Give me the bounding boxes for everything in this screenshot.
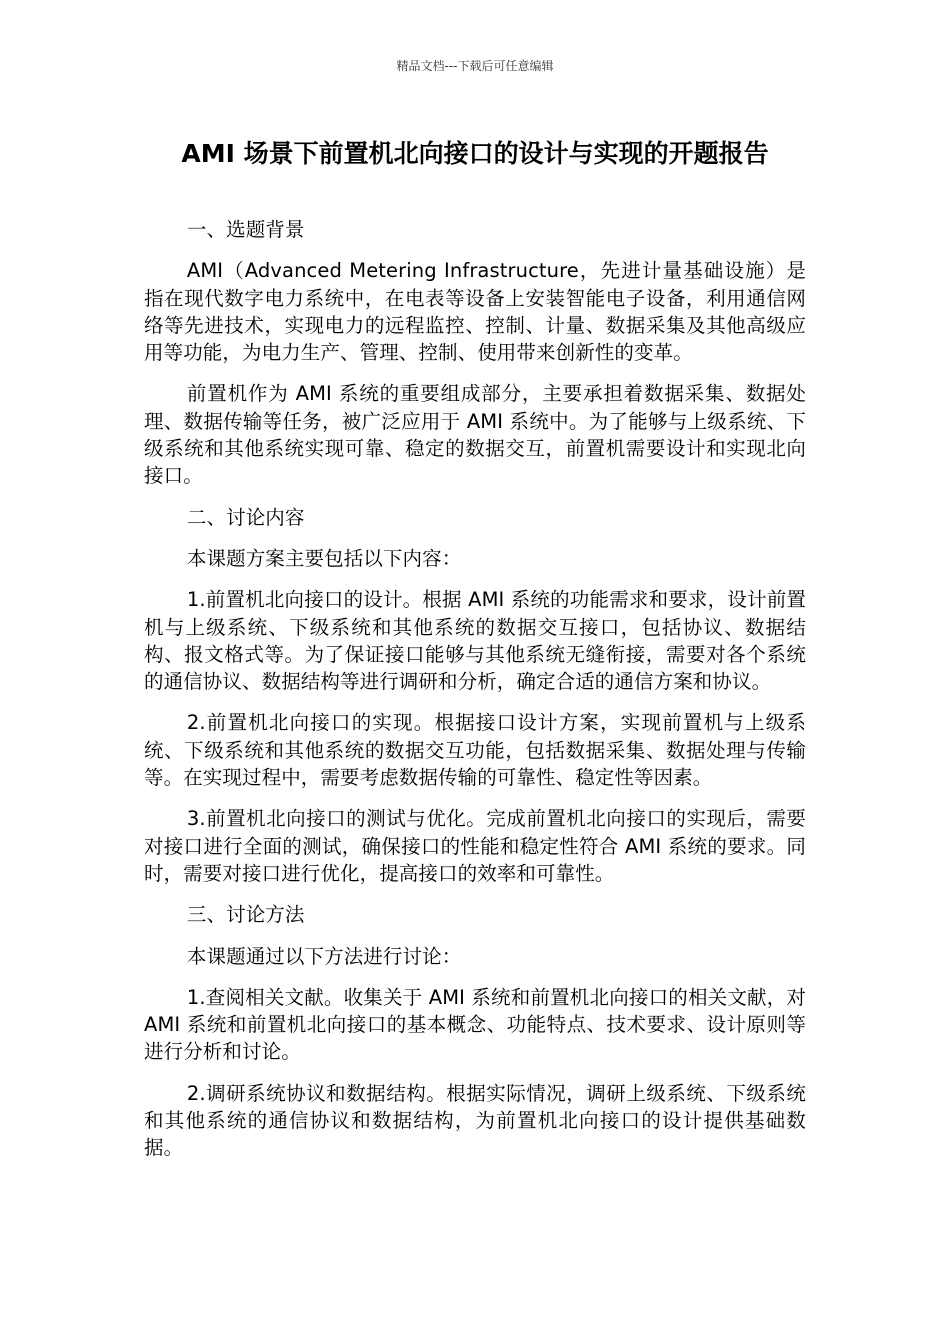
paragraph-ami-definition: AMI（Advanced Metering Infrastructure，先进计量基础设施）是指在现代数字电力系统中，在电表等设备上安装智能电子设备，利用通信网络等先进技术，实现电力的远程监控、控制、计量、数据采集及其他高级应用等功能，为电力生产、管理、控制、使用带来创新性的变革。 [144, 259, 806, 365]
section-heading-background: 一、选题背景 [186, 218, 305, 241]
section-heading-method: 三、讨论方法 [186, 903, 305, 927]
document-body [144, 216, 806, 1176]
paragraph-front-end-role: 前置机作为 AMI 系统的重要组成部分，主要承担着数据采集、数据处理、数据传输等任务，被广泛应用于 AMI 系统中。为了能够与上级系统、下级系统和其他系统实现可靠、稳定的数据交互，前置机需要设计和实现北向接口。 [144, 382, 806, 488]
paragraph-content-intro: 本课题方案主要包括以下内容： [186, 546, 462, 570]
paragraph-method-item-2: 2.调研系统协议和数据结构。根据实际情况，调研上级系统、下级系统和其他系统的通信协议和数据结构，为前置机北向接口的设计提供基础数据。 [144, 1081, 806, 1160]
section-heading-content: 二、讨论内容 [186, 505, 305, 529]
document-title: AMI 场景下前置机北向接口的设计与实现的开题报告 [181, 139, 769, 168]
paragraph-method-item-1: 1.查阅相关文献。收集关于 AMI 系统和前置机北向接口的相关文献，对 AMI 系统和前置机北向接口的基本概念、功能特点、技术要求、设计原则等进行分析和讨论。 [144, 985, 806, 1064]
paragraph-content-item-3: 3.前置机北向接口的测试与优化。完成前置机北向接口的实现后，需要对接口进行全面的测试，确保接口的性能和稳定性符合 AMI 系统的要求。同时，需要对接口进行优化，提高接口的效率和可靠性。 [144, 807, 806, 885]
paragraph-method-intro: 本课题通过以下方法进行讨论： [186, 944, 462, 968]
paragraph-content-item-2: 2.前置机北向接口的实现。根据接口设计方案，实现前置机与上级系统、下级系统和其他系统的数据交互功能，包括数据采集、数据处理与传输等。在实现过程中，需要考虑数据传输的可靠性、稳定性等因素。 [144, 711, 806, 790]
header-note: 精品文档---下载后可任意编辑 [396, 59, 554, 73]
paragraph-content-item-1: 1.前置机北向接口的设计。根据 AMI 系统的功能需求和要求，设计前置机与上级系统、下级系统和其他系统的数据交互接口，包括协议、数据结构、报文格式等。为了保证接口能够与其他系统无缝衔接，需要对各个系统的通信协议、数据结构等进行调研和分析，确定合适的通信方案和协议。 [144, 588, 806, 694]
